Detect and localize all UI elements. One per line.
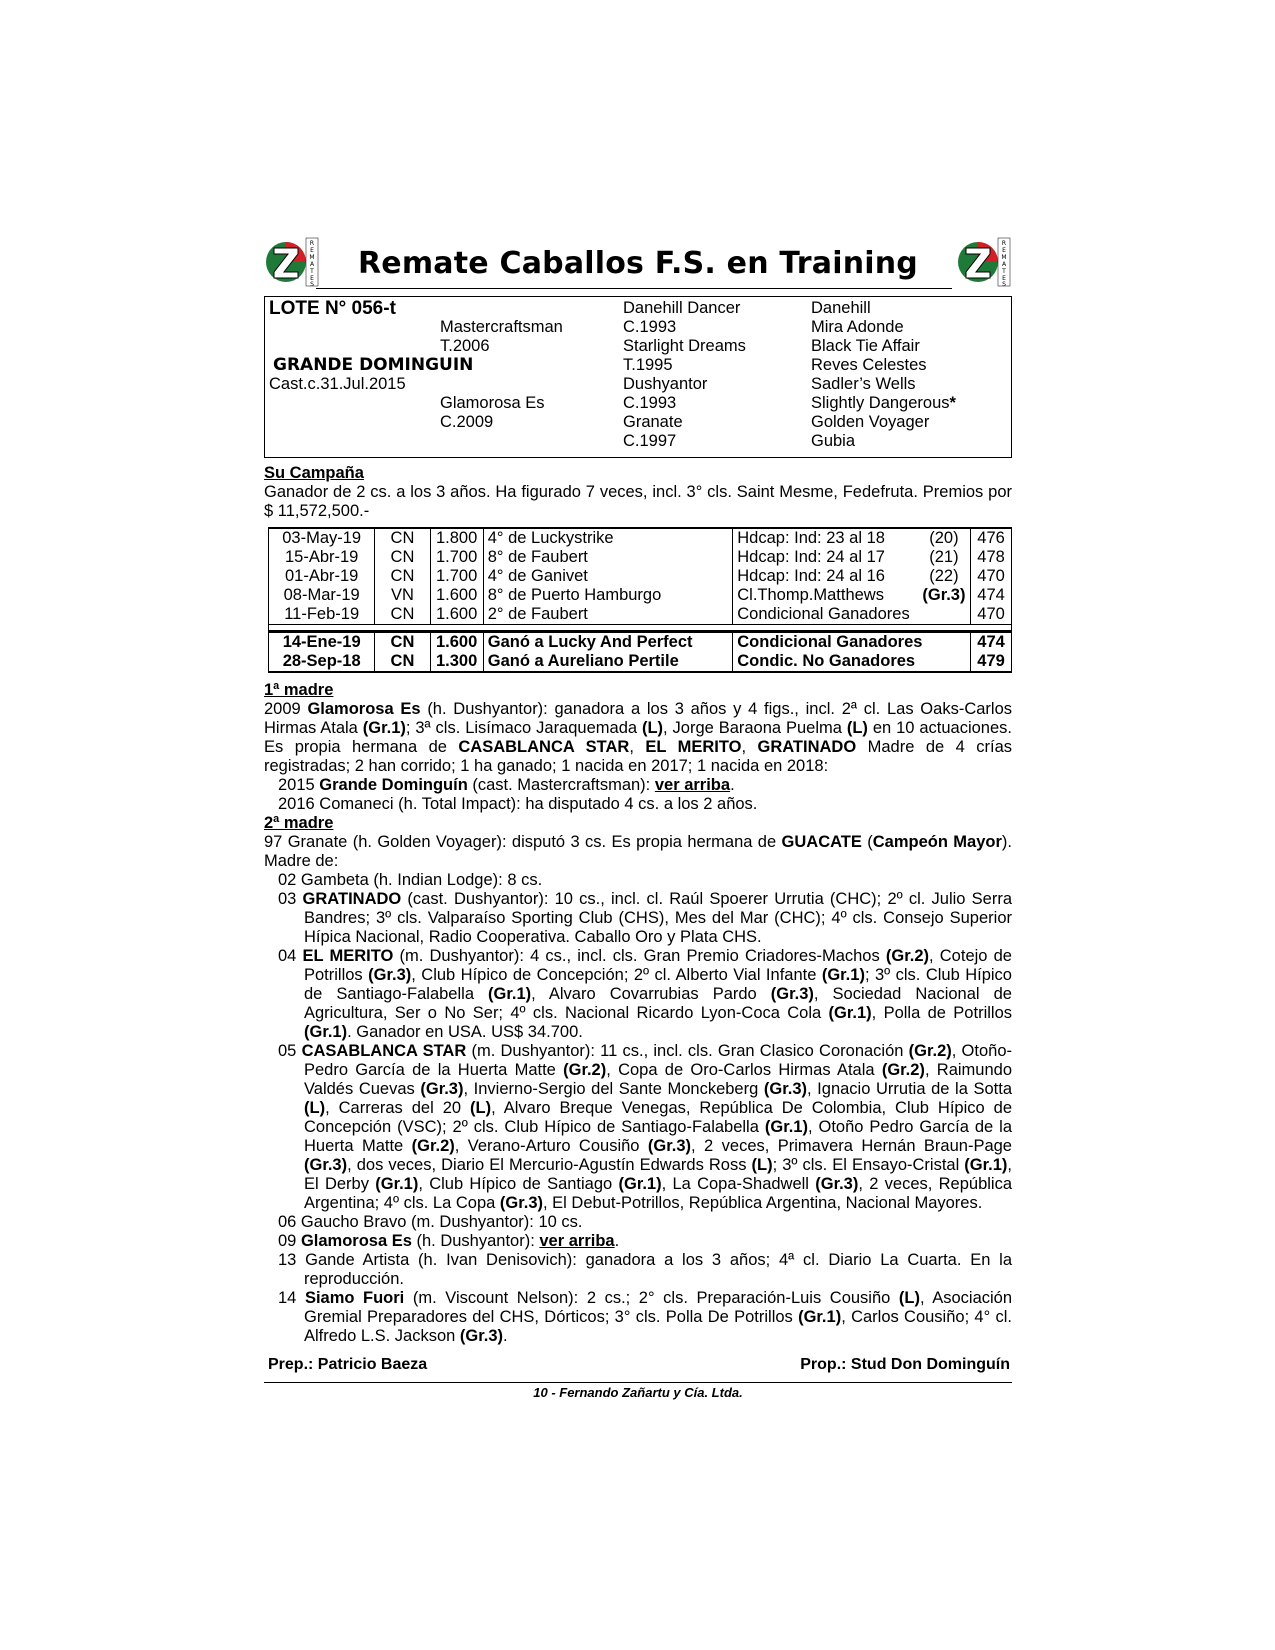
title-underline: [316, 288, 952, 289]
grade: (Gr.1): [828, 1004, 872, 1022]
svg-text:S: S: [1002, 281, 1006, 288]
text: , La Copa-Shadwell: [661, 1175, 816, 1193]
race-row: [269, 567, 1012, 586]
text: , 2 veces, República Argentina; 4º cls. La Copa: [304, 1175, 1012, 1212]
horse-name: GRANDE DOMINGUIN: [273, 355, 474, 375]
great-grandparent: Black Tie Affair: [811, 337, 920, 355]
svg-text:E: E: [1002, 275, 1006, 282]
text: ). Madre de:: [264, 833, 1013, 870]
produce-entry: [264, 947, 1012, 1042]
text: , Otoño Pedro García de la Huerta Matte: [304, 1118, 1012, 1155]
race-distance: 1.600: [430, 605, 483, 625]
race-field: (20): [918, 528, 971, 548]
race-weight: 470: [971, 567, 1012, 586]
win-type: Condicional Ganadores: [733, 632, 971, 653]
first-dam-title: 1ª madre: [264, 681, 334, 699]
grandsire-1: Danehill Dancer: [623, 299, 741, 317]
grade: (Gr.1): [375, 1175, 419, 1193]
grade: (Gr.1): [362, 719, 406, 737]
owner: Prop.: Stud Don Dominguín: [800, 1356, 1010, 1373]
svg-text:M: M: [1001, 254, 1007, 261]
great-grandparent: Reves Celestes: [811, 356, 927, 374]
grade: (Gr.3): [770, 985, 814, 1003]
race-result: 4° de Luckystrike: [483, 528, 733, 548]
great-grandparent: Gubia: [811, 432, 856, 450]
granddam-1-year: T.1995: [623, 356, 673, 374]
text: (: [861, 833, 873, 851]
text: Madre de 4 crías registradas; 2 han corrido; 1 ha ganado; 1 nacida en 2017; 1 nacida en 2018:: [264, 738, 1012, 775]
text: 03: [278, 890, 303, 908]
text: , Cotejo de Potrillos: [304, 947, 1012, 984]
produce-entry: 02 Gambeta (h. Indian Lodge): 8 cs.: [278, 871, 543, 889]
race-distance: 1.600: [430, 586, 483, 605]
sire-name: Mastercraftsman: [440, 318, 563, 336]
race-type: Hdcap: Ind: 24 al 17: [733, 548, 918, 567]
grade: (Gr.3): [647, 1137, 692, 1155]
grade: (L): [641, 719, 664, 737]
win-date: 14-Ene-19: [269, 632, 375, 653]
grade: (Gr.1): [964, 1156, 1008, 1174]
dam-year: C.2009: [440, 413, 494, 431]
svg-text:M: M: [309, 254, 315, 261]
first-dam-paragraph: [264, 700, 1012, 776]
race-weight: 476: [971, 528, 1012, 548]
race-result: 4° de Ganivet: [483, 567, 733, 586]
text: 2015: [278, 776, 320, 794]
text: , Invierno-Sergio del Sante Monckeberg: [463, 1080, 764, 1098]
page-footer: 10 - Fernando Zañartu y Cía. Ltda.: [533, 1385, 743, 1400]
second-dam-title: 2ª madre: [264, 814, 334, 832]
produce-name: CASABLANCA STAR: [301, 1042, 467, 1060]
text: . Ganador en USA. US$ 34.700.: [347, 1023, 583, 1041]
text: , El Debut-Potrillos, República Argentina, Nacional Mayores.: [543, 1194, 983, 1212]
text: 2009: [264, 700, 308, 718]
produce-entry: [264, 1232, 1012, 1251]
grade: (Gr.2): [411, 1137, 455, 1155]
win-weight: 479: [971, 652, 1012, 672]
race-type: Hdcap: Ind: 23 al 18: [733, 528, 918, 548]
svg-text:E: E: [1002, 247, 1006, 254]
race-track: CN: [375, 567, 430, 586]
grade: (Gr.1): [488, 985, 532, 1003]
text: , Sociedad Nacional de Agricultura, Ser o No Ser; 4º cls. Nacional Ricardo Lyon-Coca Cola: [304, 985, 1012, 1022]
footer-rule: [264, 1382, 1012, 1383]
campaign-summary: Ganador de 2 cs. a los 3 años. Ha figurado 7 veces, incl. 3° cls. Saint Mesme, Fedefruta. Premios por $ 11,572,500.-: [264, 483, 1012, 520]
text: (m. Viscount Nelson): 2 cs.; 2° cls. Preparación-Luis Cousiño: [404, 1289, 899, 1307]
race-type: Hdcap: Ind: 24 al 16: [733, 567, 918, 586]
produce-entry: 2016 Comaneci (h. Total Impact): ha disputado 4 cs. a los 2 años.: [278, 795, 758, 813]
page-header: [264, 236, 1012, 296]
text: ,: [741, 738, 758, 756]
svg-text:E: E: [310, 275, 314, 282]
text: , Jorge Baraona Puelma: [663, 719, 847, 737]
race-grade: (Gr.3): [918, 586, 971, 605]
text: ,: [629, 738, 646, 756]
produce-name: GRATINADO: [302, 890, 402, 908]
granddam-2: Granate: [623, 413, 683, 431]
win-type: Condic. No Ganadores: [733, 652, 971, 672]
text: , El Derby: [304, 1156, 1012, 1193]
produce-name: EL MERITO: [302, 947, 394, 965]
race-row: [269, 605, 1012, 625]
grandsire-1-year: C.1993: [623, 318, 677, 336]
produce-name: Siamo Fuori: [304, 1289, 405, 1307]
race-field: (21): [918, 548, 971, 567]
text: 97 Granate (h. Golden Voyager): disputó 3 cs. Es propia hermana de: [264, 833, 782, 851]
granddam-2-year: C.1997: [623, 432, 677, 450]
race-date: 11-Feb-19: [269, 605, 375, 625]
great-grandparent: Sadler’s Wells: [811, 375, 916, 393]
win-weight: 474: [971, 632, 1012, 653]
campaign-title: Su Campaña: [264, 464, 364, 482]
grade: (L): [846, 719, 868, 737]
race-type: Condicional Ganadores: [733, 605, 918, 625]
race-result: 8° de Faubert: [483, 548, 733, 567]
sibling-name: EL MERITO: [645, 738, 742, 756]
grade: (L): [304, 1099, 326, 1117]
text: 04: [278, 947, 303, 965]
sibling-name: GRATINADO: [757, 738, 857, 756]
race-distance: 1.700: [430, 548, 483, 567]
svg-text:A: A: [309, 261, 315, 268]
granddam-1: Starlight Dreams: [623, 337, 746, 355]
race-weight: 478: [971, 548, 1012, 567]
text: , dos veces, Diario El Mercurio-Agustín Edwards Ross: [347, 1156, 752, 1174]
grade: (Gr.2): [881, 1061, 925, 1079]
star-mark: *: [949, 394, 956, 412]
race-distance: 1.800: [430, 528, 483, 548]
race-date: 08-Mar-19: [269, 586, 375, 605]
sire-year: T.2006: [440, 337, 490, 355]
grade: (Gr.3): [459, 1327, 504, 1345]
race-date: 15-Abr-19: [269, 548, 375, 567]
produce-entry: [264, 1042, 1012, 1213]
grade: (Gr.3): [420, 1080, 464, 1098]
race-row: [269, 586, 1012, 605]
text: , Carreras del 20: [325, 1099, 471, 1117]
svg-text:R: R: [1001, 240, 1007, 247]
grade: (Gr.2): [563, 1061, 607, 1079]
grade: (Gr.3): [499, 1194, 543, 1212]
dam-name: Glamorosa Es: [440, 394, 545, 412]
grade: (Gr.3): [763, 1080, 807, 1098]
win-result: Ganó a Lucky And Perfect: [483, 632, 733, 653]
race-weight: 474: [971, 586, 1012, 605]
text: .: [503, 1327, 508, 1345]
race-record-table: [268, 527, 1012, 673]
grade: (Gr.2): [908, 1042, 952, 1060]
grade: (Gr.1): [821, 966, 865, 984]
race-type: Cl.Thomp.Matthews: [733, 586, 918, 605]
win-result: Ganó a Aureliano Pertile: [483, 652, 733, 672]
win-track: CN: [375, 652, 430, 672]
grade: (Gr.2): [885, 947, 930, 965]
produce-name: Glamorosa Es: [300, 1232, 412, 1250]
svg-text:A: A: [1001, 261, 1007, 268]
produce-entry: 06 Gaucho Bravo (m. Dushyantor): 10 cs.: [278, 1213, 583, 1231]
text: , Alvaro Covarrubias Pardo: [531, 985, 771, 1003]
produce-entry: [264, 1289, 1012, 1346]
win-row: [269, 632, 1012, 653]
grade: (Gr.3): [368, 966, 412, 984]
win-distance: 1.300: [430, 652, 483, 672]
text: , Copa de Oro-Carlos Hirmas Atala: [606, 1061, 882, 1079]
grade: (Gr.3): [304, 1156, 348, 1174]
grade: (Gr.3): [815, 1175, 859, 1193]
great-grandparent-with-mark: [811, 394, 956, 413]
race-date: 03-May-19: [269, 528, 375, 548]
text: ; 3ª cls. Lisímaco Jaraquemada: [405, 719, 642, 737]
svg-text:E: E: [310, 247, 314, 254]
grade: (Gr.1): [304, 1023, 348, 1041]
page-title: Remate Caballos F.S. en Training: [358, 246, 918, 281]
great-grandparent: Danehill: [811, 299, 871, 317]
grade: (L): [751, 1156, 773, 1174]
remates-logo-icon: [956, 236, 1012, 288]
text: 14: [278, 1289, 305, 1307]
text: (cast. Mastercraftsman):: [467, 776, 655, 794]
race-result: 8° de Puerto Hamburgo: [483, 586, 733, 605]
win-row: [269, 652, 1012, 672]
race-distance: 1.700: [430, 567, 483, 586]
text: (m. Dushyantor): 11 cs., incl. cls. Gran Clasico Coronación: [466, 1042, 909, 1060]
sibling-name: GUACATE: [781, 833, 862, 851]
text: , Raimundo Valdés Cuevas: [304, 1061, 1012, 1098]
grandsire-2: Dushyantor: [623, 375, 708, 393]
svg-text:T: T: [310, 268, 314, 275]
horse-desc: Cast.c.31.Jul.2015: [269, 375, 406, 393]
second-dam-section: [264, 814, 1012, 1346]
text: (h. Dushyantor):: [411, 1232, 540, 1250]
produce-entry: [264, 890, 1012, 947]
grade: (Gr.1): [618, 1175, 662, 1193]
text: en 10 actuaciones. Es propia hermana de: [264, 719, 1012, 756]
pedigree-box: [264, 296, 1012, 458]
produce-name: Grande Dominguín: [319, 776, 468, 794]
race-row: [269, 548, 1012, 567]
first-dam-section: [264, 681, 1012, 814]
trainer: Prep.: Patricio Baeza: [268, 1356, 428, 1373]
footer-credits: [264, 1356, 1012, 1378]
race-row: [269, 528, 1012, 548]
race-result: 2° de Faubert: [483, 605, 733, 625]
great-grandparent: Slightly Dangerous: [811, 394, 950, 412]
see-above-reference: ver arriba: [539, 1232, 615, 1250]
text: , Asociación Gremial Preparadores del CHS, Dórticos; 3° cls. Polla De Potrillos: [304, 1289, 1013, 1326]
grade: (Gr.1): [764, 1118, 808, 1136]
grandsire-2-year: C.1993: [623, 394, 677, 412]
race-weight: 470: [971, 605, 1012, 625]
race-field: [918, 605, 971, 625]
svg-text:S: S: [310, 281, 314, 288]
text: ; 3º cls. Club Hípico de Santiago-Falabella: [304, 966, 1012, 1003]
second-dam-paragraph: [264, 833, 1012, 871]
svg-text:T: T: [1002, 268, 1006, 275]
text: , Carlos Cousiño; 4° cl. Alfredo L.S. Jackson: [304, 1308, 1012, 1345]
text: , Verano-Arturo Cousiño: [454, 1137, 648, 1155]
text: .: [614, 1232, 620, 1250]
win-distance: 1.600: [430, 632, 483, 653]
grade: (Gr.1): [798, 1308, 842, 1326]
catalog-page: [264, 236, 1012, 1400]
text: (h. Dushyantor): ganadora a los 3 años y 4 figs., incl. 2ª cl. Las Oaks-Carlos Hirmas Atala: [264, 700, 1012, 737]
text: , Polla de Potrillos: [871, 1004, 1012, 1022]
race-track: VN: [375, 586, 430, 605]
text: .: [730, 776, 735, 794]
grade: (L): [898, 1289, 920, 1307]
title-honor: Campeón Mayor: [872, 833, 1002, 851]
remates-logo-icon: [264, 236, 320, 288]
race-track: CN: [375, 528, 430, 548]
text: , Alvaro Breque Venegas, República De Colombia, Club Hípico de Concepción (VSC); 2º cls. Club Hípico de Santiago-Falabella: [304, 1099, 1012, 1136]
text: (m. Dushyantor): 4 cs., incl. cls. Gran Premio Criadores-Machos: [393, 947, 886, 965]
lote-number: LOTE N° 056-t: [269, 298, 396, 319]
race-track: CN: [375, 605, 430, 625]
text: , Club Hípico de Concepción; 2º cl. Alberto Vial Infante: [411, 966, 822, 984]
text: 05: [278, 1042, 302, 1060]
text: , Otoño-Pedro García de la Huerta Matte: [304, 1042, 1012, 1079]
race-track: CN: [375, 548, 430, 567]
table-spacer: [269, 625, 1012, 632]
dam-name: Glamorosa Es: [307, 700, 421, 718]
text: , 2 veces, Primavera Hernán Braun-Page: [691, 1137, 1012, 1155]
text: 09: [278, 1232, 301, 1250]
grade: (L): [470, 1099, 492, 1117]
text: , Ignacio Urrutia de la Sotta: [807, 1080, 1013, 1098]
win-date: 28-Sep-18: [269, 652, 375, 672]
race-date: 01-Abr-19: [269, 567, 375, 586]
sibling-name: CASABLANCA STAR: [458, 738, 630, 756]
text: ; 3º cls. El Ensayo-Cristal: [772, 1156, 965, 1174]
text: , Club Hípico de Santiago: [418, 1175, 619, 1193]
great-grandparent: Mira Adonde: [811, 318, 904, 336]
win-track: CN: [375, 632, 430, 653]
see-above-reference: ver arriba: [654, 776, 731, 794]
svg-text:R: R: [309, 240, 315, 247]
great-grandparent: Golden Voyager: [811, 413, 930, 431]
race-field: (22): [918, 567, 971, 586]
campaign-section: [264, 464, 1012, 521]
produce-entry: 13 Gande Artista (h. Ivan Denisovich): ganadora a los 3 años; 4ª cl. Diario La Cuarta. En la reproducción.: [278, 1251, 1012, 1288]
text: (cast. Dushyantor): 10 cs., incl. cl. Raúl Spoerer Urrutia (CHC); 2º cl. Julio Serra Bandres; 3º cls. Valparaíso Sporting Club (CHS), Mes del Mar (CHC); 4º cls. Consejo Superior Hípica Nacional, Radio Cooperativa. Caballo Oro y Plata CHS.: [304, 890, 1012, 946]
produce-entry: [264, 776, 1012, 795]
